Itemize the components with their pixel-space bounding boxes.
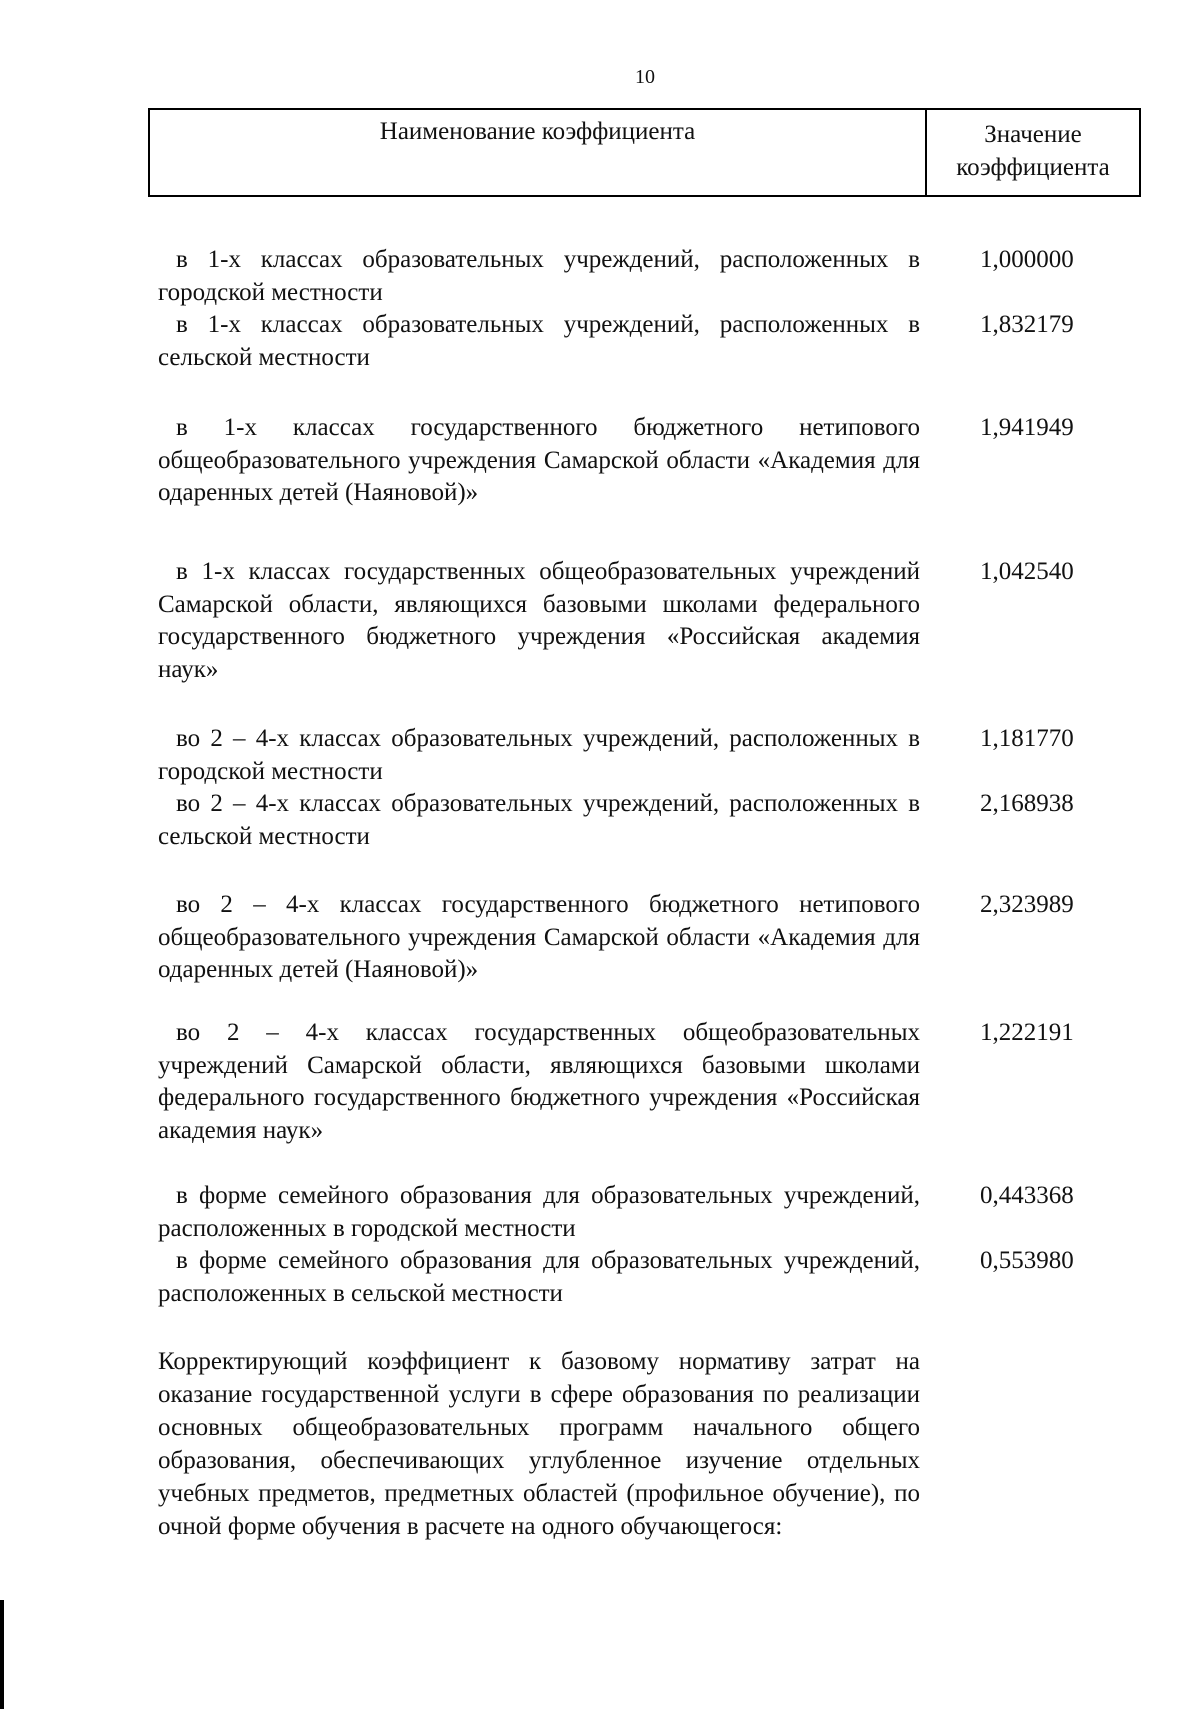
coefficient-value: 0,443368	[980, 1182, 1074, 1209]
coefficient-value: 1,941949	[980, 414, 1074, 441]
coefficient-name: в форме семейного образования для образовательных учреждений, расположенных в городской местности	[158, 1182, 920, 1242]
coefficient-name: во 2 – 4-х классах государственных общеобразовательных учреждений Самарской области, являющихся базовыми школами федерального государственного бюджетного учреждения «Российская академия наук»	[158, 1019, 920, 1144]
coefficient-value: 2,323989	[980, 891, 1074, 918]
coefficient-name: во 2 – 4-х классах государственного бюджетного нетипового общеобразовательного учреждения Самарской области «Академия для одаренных детей (Наяновой)»	[158, 891, 920, 983]
page-edge-mark	[0, 1600, 4, 1709]
header-value-cell: Значение коэффициента	[956, 121, 1110, 181]
coefficient-value: 1,222191	[980, 1019, 1074, 1046]
coefficient-value: 1,000000	[980, 246, 1074, 273]
closing-paragraph: Корректирующий коэффициент к базовому нормативу затрат на оказание государственной услуги в сфере образования по реализации основных общеобразовательных программ начального общего образования, обеспечивающих углубленное изучение отдельных учебных предметов, предметных областей (профильное обучение), по очной форме обучения в расчете на одного обучающегося:	[158, 1348, 920, 1540]
coefficient-name: в 1-х классах образовательных учреждений, расположенных в городской местности	[158, 246, 920, 306]
coefficient-name: в 1-х классах государственного бюджетного нетипового общеобразовательного учреждения Самарской области «Академия для одаренных детей (Наяновой)»	[158, 414, 920, 506]
coefficient-name: в форме семейного образования для образовательных учреждений, расположенных в сельской местности	[158, 1247, 920, 1307]
header-name-cell: Наименование коэффициента	[150, 110, 927, 195]
coefficient-value: 1,832179	[980, 311, 1074, 338]
coefficient-value: 0,553980	[980, 1247, 1074, 1274]
coefficient-value: 2,168938	[980, 790, 1074, 817]
coefficient-name: во 2 – 4-х классах образовательных учреждений, расположенных в сельской местности	[158, 790, 920, 850]
coefficient-value: 1,042540	[980, 558, 1074, 585]
table-header	[148, 108, 1141, 197]
coefficient-name: в 1-х классах образовательных учреждений, расположенных в сельской местности	[158, 311, 920, 371]
coefficient-name: во 2 – 4-х классах образовательных учреждений, расположенных в городской местности	[158, 725, 920, 785]
coefficient-name: в 1-х классах государственных общеобразовательных учреждений Самарской области, являющихся базовыми школами федерального государственного бюджетного учреждения «Российская академия наук»	[158, 558, 920, 683]
page-number: 10	[635, 66, 655, 88]
coefficient-value: 1,181770	[980, 725, 1074, 752]
